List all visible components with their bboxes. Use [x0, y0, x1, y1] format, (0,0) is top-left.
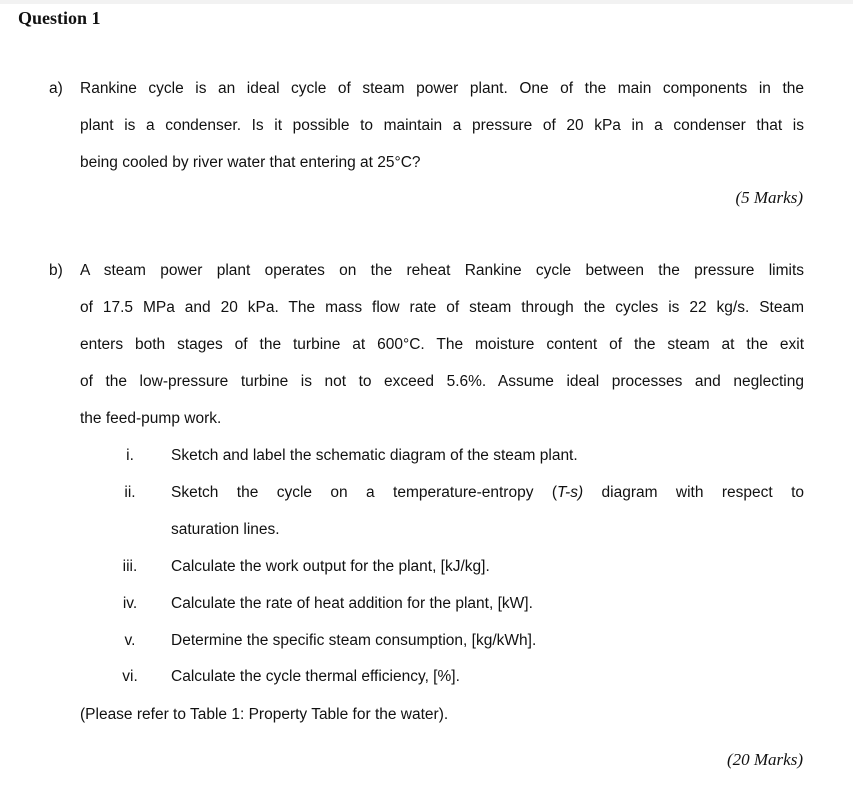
part-b-note: (Please refer to Table 1: Property Table for the water). [80, 706, 449, 723]
item-ii-text-italic: T-s) [557, 484, 584, 501]
part-b-line-3: enters both stages of the turbine at 600°C. The moisture content of the steam at the exit [80, 336, 804, 353]
item-ii-text-before: Sketch the cycle on a temperature-entropy ( [171, 484, 558, 501]
part-a-line-1: Rankine cycle is an ideal cycle of steam power plant. One of the main components in the [80, 80, 804, 97]
item-ii-text-after: diagram with respect to [583, 484, 804, 501]
item-i-numeral: i. [126, 447, 134, 464]
item-v-numeral: v. [124, 632, 136, 649]
item-i-text: Sketch and label the schematic diagram of the steam plant. [171, 447, 578, 464]
part-b-marker: b) [49, 262, 63, 279]
part-b-line-2: of 17.5 MPa and 20 kPa. The mass flow rate of steam through the cycles is 22 kg/s. Steam [80, 299, 804, 316]
item-ii-continuation: saturation lines. [171, 521, 280, 538]
part-b-line-1: A steam power plant operates on the reheat Rankine cycle between the pressure limits [80, 262, 804, 279]
item-v-text: Determine the specific steam consumption, [kg/kWh]. [171, 632, 537, 649]
item-iii-text: Calculate the work output for the plant, [kJ/kg]. [171, 558, 490, 575]
item-iv-text: Calculate the rate of heat addition for the plant, [kW]. [171, 595, 533, 612]
item-ii-text [171, 484, 804, 504]
item-ii-numeral: ii. [124, 484, 136, 501]
part-b-line-4: of the low-pressure turbine is not to exceed 5.6%. Assume ideal processes and neglecting [80, 373, 804, 390]
page-top-edge [0, 0, 853, 4]
item-iv-numeral: iv. [122, 595, 138, 612]
part-a-line-2: plant is a condenser. Is it possible to maintain a pressure of 20 kPa in a condenser that is [80, 117, 804, 134]
question-title: Question 1 [18, 8, 101, 28]
item-iii-numeral: iii. [122, 558, 138, 575]
part-a-marks: (5 Marks) [735, 188, 803, 207]
item-vi-numeral: vi. [122, 668, 138, 685]
item-vi-text: Calculate the cycle thermal efficiency, [%]. [171, 668, 460, 685]
part-a-marker: a) [49, 80, 63, 97]
part-a-line-3: being cooled by river water that entering at 25°C? [80, 154, 421, 171]
part-b-marks: (20 Marks) [726, 750, 803, 769]
part-b-line-5: the feed-pump work. [80, 410, 222, 427]
